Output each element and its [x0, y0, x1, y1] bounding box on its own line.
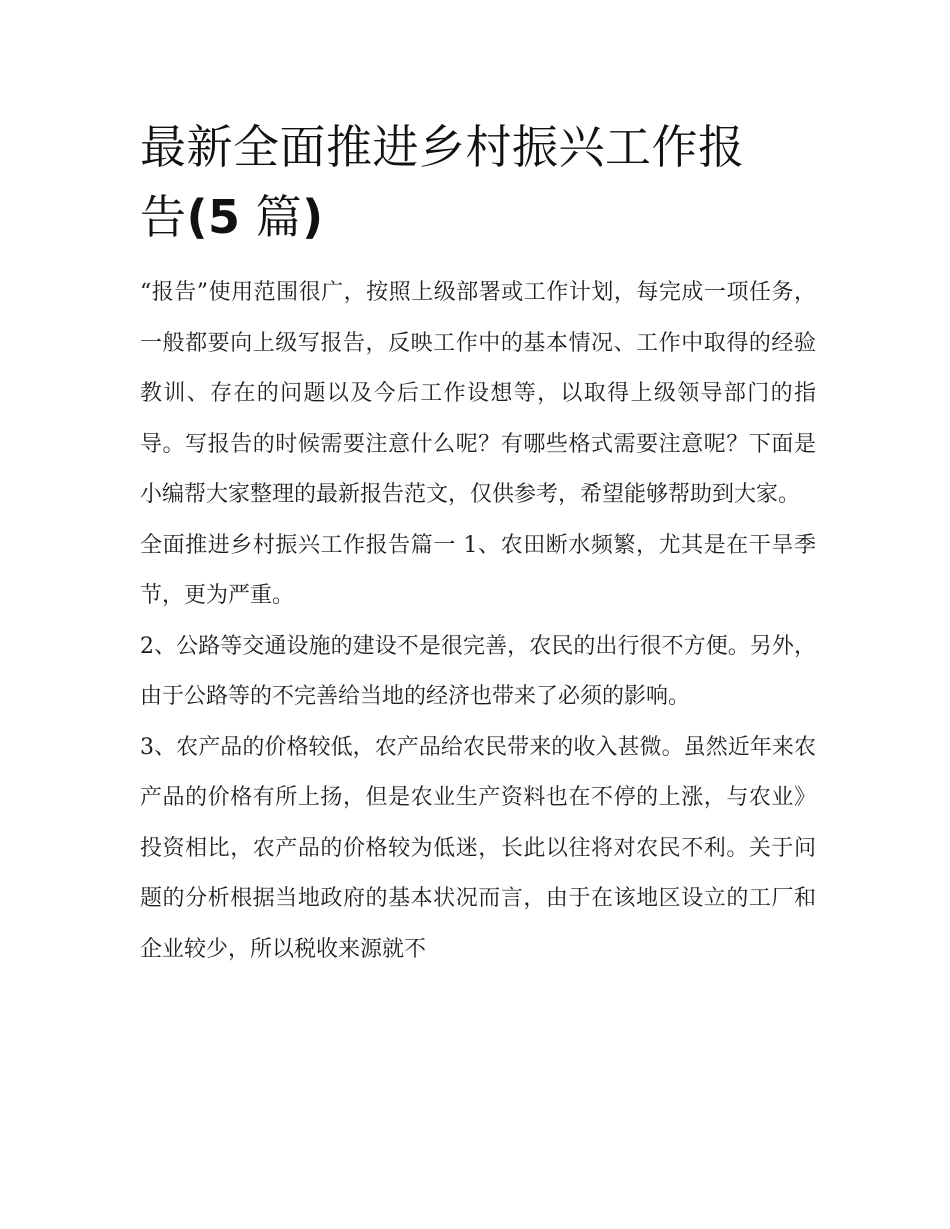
document-title [140, 112, 816, 252]
section-one-paragraph: 全面推进乡村振兴工作报告篇一 1、农田断水频繁，尤其是在干旱季节，更为严重。 [140, 532, 816, 608]
title-close-paren: ) [302, 190, 324, 244]
intro-paragraph: “报告”使用范围很广，按照上级部署或工作计划，每完成一项任务，一般都要向上级写报告，反映工作中的基本情况、工作中取得的经验教训、存在的问题以及今后工作设想等，以取得上级领导部门的指导。写报告的时候需要注意什么呢？有哪些格式需要注意呢？下面是小编帮大家整理的最新报告范文，仅供参考，希望能够帮助到大家。 [140, 280, 816, 507]
title-line-2-prefix: 告 [140, 190, 187, 244]
document-page [140, 112, 816, 975]
point-three-paragraph: 3、农产品的价格较低，农产品给农民带来的收入甚微。虽然近年来农产品的价格有所上扬，但是农业生产资料也在不停的上涨，与农业》投资相比，农产品的价格较为低迷，长此以往将对农民不利。关于问题的分析根据当地政府的基本状况而言，由于在该地区设立的工厂和企业较少，所以税收来源就不 [140, 734, 816, 962]
title-line-1: 最新全面推进乡村振兴工作报 [140, 120, 745, 174]
document-body [140, 268, 816, 975]
point-two-paragraph: 2、公路等交通设施的建设不是很完善，农民的出行很不方便。另外，由于公路等的不完善给当地的经济也带来了必须的影响。 [140, 633, 816, 709]
title-count-unit: 篇 [255, 190, 303, 244]
title-count: (5 [186, 190, 241, 244]
